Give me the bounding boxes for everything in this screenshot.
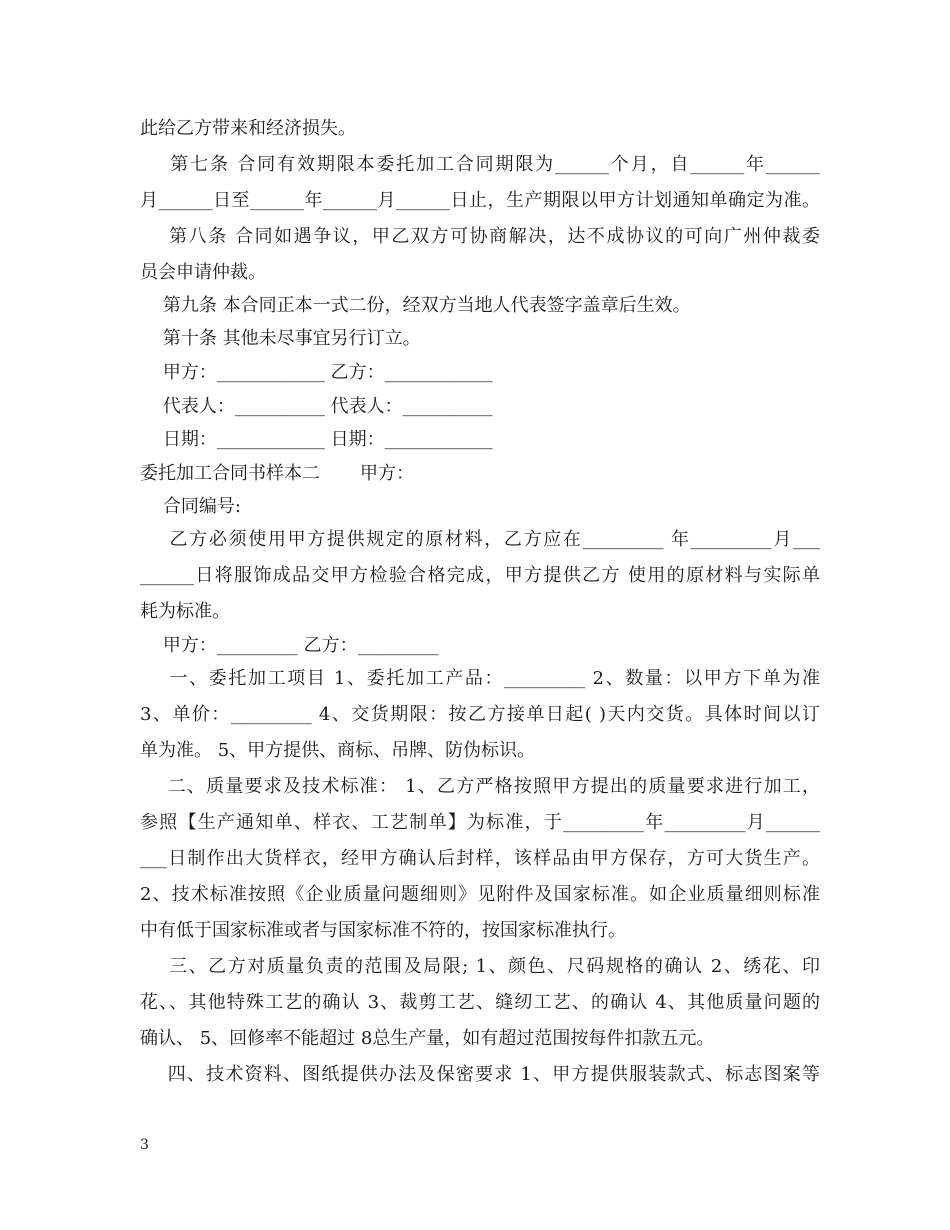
text-line: 合同编号: (140, 496, 241, 517)
text-line: 第八条 合同如遇争议，甲乙双方可协商解决，达不成协议的可向广州仲裁委 (140, 226, 820, 247)
text-line: 此给乙方带来和经济损失。 (140, 118, 356, 139)
text-line: 第七条 合同有效期限本委托加工合同期限为______个月，自______年______ (140, 154, 820, 175)
text-line: 四、技术资料、图纸提供办法及保密要求 1、甲方提供服装款式、标志图案等 (140, 1064, 820, 1085)
text-line: 月______日至______年______月______日止，生产期限以甲方计划通知单确定为准。 (140, 190, 820, 211)
text-line: 员会申请仲裁。 (140, 262, 266, 283)
section-title: 委托加工合同书样本二 甲方： (140, 463, 415, 484)
text-line: 第九条 本合同正本一式二份，经双方当地人代表签字盖章后生效。 (140, 295, 691, 316)
text-line: 单为准。 5、甲方提供、商标、吊牌、防伪标识。 (140, 740, 536, 761)
text-line: 三、乙方对质量负责的范围及局限; 1、颜色、尺码规格的确认 2、绣花、印 (140, 956, 820, 977)
text-line: 甲方：_________ 乙方：_________ (140, 635, 439, 656)
text-line: 中有低于国家标准或者与国家标准不符的，按国家标准执行。 (140, 920, 626, 941)
text-line: 耗为标准。 (140, 601, 230, 622)
page-number: 3 (140, 1137, 149, 1153)
text-line: 花、、其他特殊工艺的确认 3、裁剪工艺、缝纫工艺、的确认 4、其他质量问题的 (140, 992, 820, 1013)
text-line: 参照【生产通知单、样衣、工艺制单】为标准，于_________年_________月______ (140, 812, 820, 833)
text-line: ___日制作出大货样衣，经甲方确认后封样，该样品由甲方保存，方可大货生产。 (140, 848, 820, 869)
text-line: 2、技术标准按照《企业质量问题细则》见附件及国家标准。如企业质量细则标准 (140, 884, 820, 905)
text-line: 日期：____________ 日期：____________ (140, 429, 493, 450)
text-line: 甲方：____________ 乙方：____________ (140, 362, 493, 383)
text-line: 乙方必须使用甲方提供规定的原材料，乙方应在_________ 年_________月___ (140, 529, 820, 550)
text-line: 一、委托加工项目 1、委托加工产品：_________ 2、数量：以甲方下单为准 (140, 668, 820, 689)
text-line: 3、单价：_________ 4、交货期限：按乙方接单日起( )天内交货。具体时间以订 (140, 704, 820, 725)
text-line: 代表人：__________ 代表人：__________ (140, 396, 493, 417)
text-line: ______日将服饰成品交甲方检验合格完成，甲方提供乙方 使用的原材料与实际单 (140, 565, 820, 586)
text-line: 二、质量要求及技术标准： 1、乙方严格按照甲方提出的质量要求进行加工， (140, 776, 820, 797)
text-line: 第十条 其他未尽事宜另行订立。 (140, 328, 421, 349)
text-line: 确认、 5、回修率不能超过 8总生产量，如有超过范围按每件扣款五元。 (140, 1028, 715, 1049)
